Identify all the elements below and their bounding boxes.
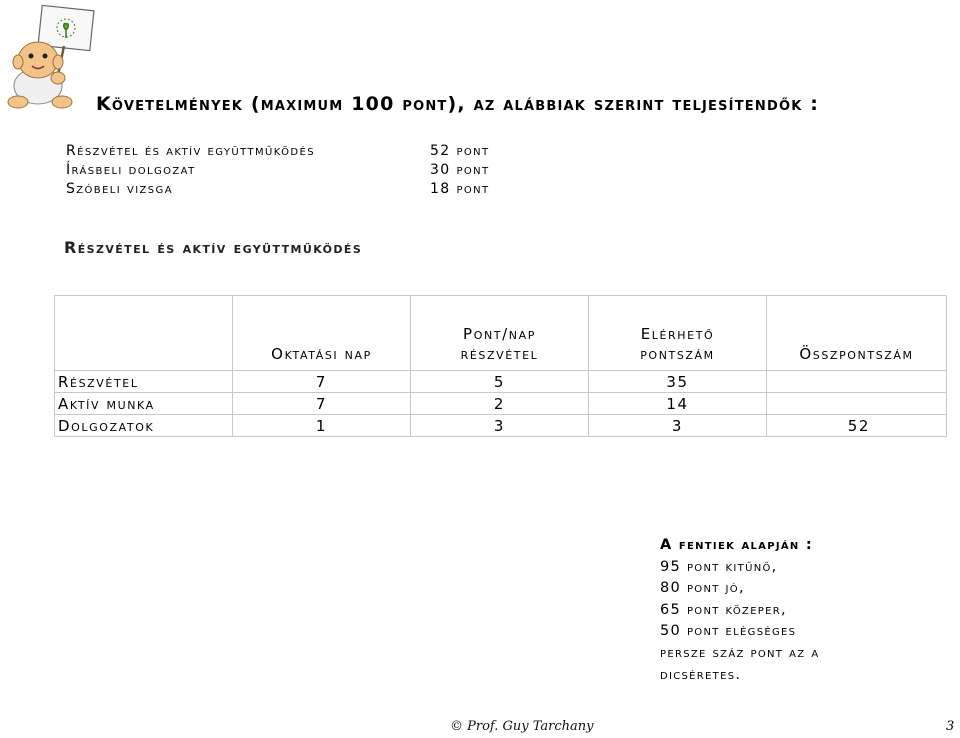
header-line: Elérhető pontszám	[640, 325, 715, 363]
table-cell: 3	[411, 415, 589, 437]
table-row	[55, 415, 947, 437]
table-cell: 52	[767, 415, 947, 437]
requirement-row	[66, 161, 520, 180]
table-cell: 14	[589, 393, 767, 415]
table-header-cell: Összpontszám	[767, 296, 947, 371]
notes-line: 80 pont jó,	[660, 580, 745, 597]
section-title: Részvétel és aktív együttműködés	[64, 238, 363, 257]
table-cell: 7	[233, 393, 411, 415]
table-cell: 5	[411, 371, 589, 393]
table-cell: Dolgozatok	[55, 415, 233, 437]
table-cell: 3	[589, 415, 767, 437]
table-header-cell	[411, 296, 589, 371]
table-cell: Aktív munka	[55, 393, 233, 415]
table-header-cell	[589, 296, 767, 371]
footer-copyright: © Prof. Guy Tarchany	[450, 719, 594, 734]
table-cell: 1	[233, 415, 411, 437]
points-table	[54, 295, 947, 437]
page-title: Követelmények (maximum 100 pont), az alábbiak szerint teljesítendők :	[96, 93, 820, 115]
table-row	[55, 371, 947, 393]
notes-line: 50 pont elégséges	[660, 623, 797, 640]
grading-notes	[660, 535, 819, 686]
notes-heading: A fentiek alapján :	[660, 537, 814, 553]
notes-line: 65 pont közeper,	[660, 601, 787, 618]
requirement-row	[66, 180, 520, 199]
notes-line: 95 pont kitűnő,	[660, 558, 778, 575]
table-cell: Részvétel	[55, 371, 233, 393]
table-cell: 7	[233, 371, 411, 393]
requirement-row	[66, 142, 520, 161]
table-cell	[767, 371, 947, 393]
requirement-label: Írásbeli dolgozat	[66, 162, 196, 178]
requirement-points: 30 pont	[430, 162, 490, 178]
requirements-list	[66, 142, 520, 199]
page-number: 3	[946, 719, 955, 734]
requirement-points: 18 pont	[430, 181, 490, 197]
baby-mascot-illustration	[2, 2, 98, 110]
table-cell: 2	[411, 393, 589, 415]
table-header-cell: Oktatási nap	[233, 296, 411, 371]
table-header-row	[55, 296, 947, 371]
notes-line: dicséretes.	[660, 666, 742, 683]
requirement-points: 52 pont	[430, 143, 490, 159]
requirement-label: Részvétel és aktív együttműködés	[66, 143, 315, 159]
notes-line: persze száz pont az a	[660, 644, 820, 661]
table-header-cell	[55, 296, 233, 371]
table-cell: 35	[589, 371, 767, 393]
header-line: Pont/nap részvétel	[460, 325, 539, 363]
requirement-label: Szóbeli vizsga	[66, 181, 173, 197]
table-row	[55, 393, 947, 415]
table-cell	[767, 393, 947, 415]
